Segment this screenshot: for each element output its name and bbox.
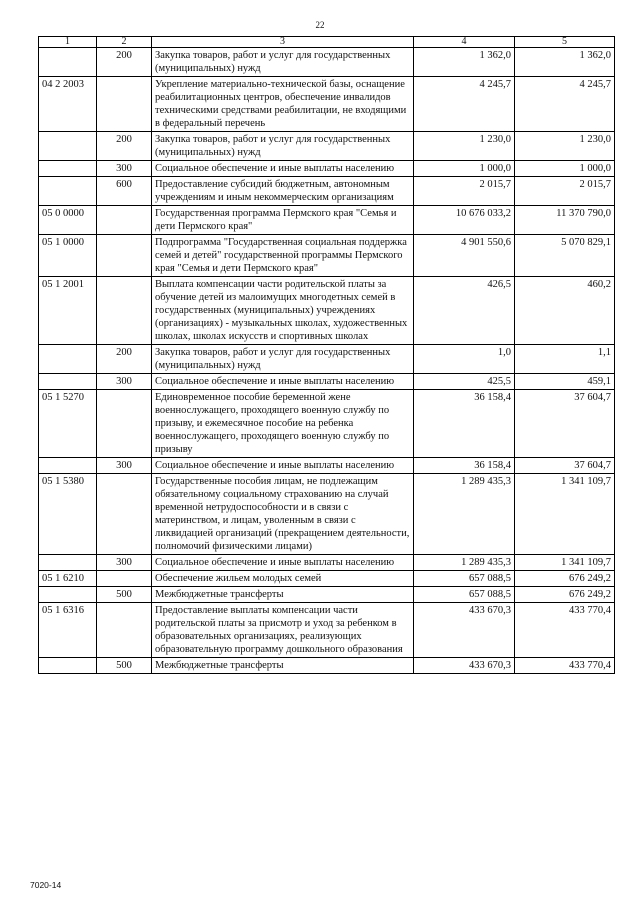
row-name: Социальное обеспечение и иные выплаты населению xyxy=(152,555,414,571)
table-row xyxy=(39,603,615,658)
row-amount-year2: 433 770,4 xyxy=(515,658,615,674)
row-amount-year2: 4 245,7 xyxy=(515,77,615,132)
table-row xyxy=(39,474,615,555)
row-name: Предоставление выплаты компенсации части родительской платы за присмотр и уход за ребенком в образовательных организациях, реализующих образовательную программу дошкольного образования xyxy=(152,603,414,658)
row-amount-year2: 433 770,4 xyxy=(515,603,615,658)
row-amount-year2: 1 341 109,7 xyxy=(515,474,615,555)
row-amount-year2: 1 362,0 xyxy=(515,48,615,77)
table-row xyxy=(39,390,615,458)
table-row xyxy=(39,77,615,132)
row-name: Государственная программа Пермского края "Семья и дети Пермского края" xyxy=(152,206,414,235)
row-name: Предоставление субсидий бюджетным, автономным учреждениям и иным некоммерческим организациям xyxy=(152,177,414,206)
row-amount-year1: 1 289 435,3 xyxy=(414,474,515,555)
row-amount-year2: 37 604,7 xyxy=(515,390,615,458)
table-row xyxy=(39,555,615,571)
row-amount-year2: 676 249,2 xyxy=(515,571,615,587)
row-code: 05 1 6316 xyxy=(39,603,97,658)
row-code xyxy=(39,48,97,77)
row-amount-year1: 426,5 xyxy=(414,277,515,345)
table-row xyxy=(39,374,615,390)
row-code xyxy=(39,658,97,674)
table-row xyxy=(39,206,615,235)
table-row xyxy=(39,48,615,77)
row-code: 04 2 2003 xyxy=(39,77,97,132)
page-number: 22 xyxy=(315,20,325,30)
row-amount-year2: 676 249,2 xyxy=(515,587,615,603)
row-expense-type xyxy=(97,603,152,658)
row-amount-year2: 1 341 109,7 xyxy=(515,555,615,571)
row-amount-year2: 1 230,0 xyxy=(515,132,615,161)
row-code: 05 1 5270 xyxy=(39,390,97,458)
row-code: 05 1 6210 xyxy=(39,571,97,587)
row-expense-type: 500 xyxy=(97,658,152,674)
row-amount-year1: 1 362,0 xyxy=(414,48,515,77)
row-amount-year1: 433 670,3 xyxy=(414,658,515,674)
table-row xyxy=(39,277,615,345)
row-amount-year1: 1,0 xyxy=(414,345,515,374)
row-name: Межбюджетные трансферты xyxy=(152,658,414,674)
row-code xyxy=(39,555,97,571)
row-name: Обеспечение жильем молодых семей xyxy=(152,571,414,587)
header-col-3: 3 xyxy=(152,37,414,48)
row-amount-year1: 425,5 xyxy=(414,374,515,390)
row-code: 05 1 2001 xyxy=(39,277,97,345)
table-row xyxy=(39,177,615,206)
row-name: Закупка товаров, работ и услуг для государственных (муниципальных) нужд xyxy=(152,345,414,374)
row-expense-type xyxy=(97,390,152,458)
budget-table xyxy=(38,36,615,674)
row-amount-year2: 1,1 xyxy=(515,345,615,374)
row-code xyxy=(39,177,97,206)
row-code xyxy=(39,345,97,374)
row-amount-year1: 1 289 435,3 xyxy=(414,555,515,571)
row-expense-type: 300 xyxy=(97,555,152,571)
row-amount-year1: 657 088,5 xyxy=(414,587,515,603)
row-amount-year2: 37 604,7 xyxy=(515,458,615,474)
row-code: 05 1 5380 xyxy=(39,474,97,555)
row-name: Закупка товаров, работ и услуг для государственных (муниципальных) нужд xyxy=(152,48,414,77)
header-col-1: 1 xyxy=(39,37,97,48)
row-name: Закупка товаров, работ и услуг для государственных (муниципальных) нужд xyxy=(152,132,414,161)
table-row xyxy=(39,345,615,374)
row-expense-type xyxy=(97,474,152,555)
row-expense-type: 300 xyxy=(97,458,152,474)
row-name: Укрепление материально-технической базы, оснащение реабилитационных центров, обеспечение инвалидов техническими средствами реабилитации, не входящими в федеральный перечень xyxy=(152,77,414,132)
row-name: Социальное обеспечение и иные выплаты населению xyxy=(152,161,414,177)
row-amount-year2: 460,2 xyxy=(515,277,615,345)
row-expense-type: 600 xyxy=(97,177,152,206)
row-code xyxy=(39,587,97,603)
row-name: Подпрограмма "Государственная социальная поддержка семей и детей" государственной программы Пермского края "Семья и дети Пермского края" xyxy=(152,235,414,277)
row-code: 05 0 0000 xyxy=(39,206,97,235)
table-row xyxy=(39,587,615,603)
table-row xyxy=(39,658,615,674)
table-row xyxy=(39,235,615,277)
row-amount-year1: 10 676 033,2 xyxy=(414,206,515,235)
header-col-2: 2 xyxy=(97,37,152,48)
row-amount-year1: 4 245,7 xyxy=(414,77,515,132)
row-amount-year2: 11 370 790,0 xyxy=(515,206,615,235)
row-expense-type: 300 xyxy=(97,374,152,390)
row-amount-year1: 36 158,4 xyxy=(414,390,515,458)
row-amount-year2: 2 015,7 xyxy=(515,177,615,206)
row-name: Социальное обеспечение и иные выплаты населению xyxy=(152,374,414,390)
row-amount-year1: 4 901 550,6 xyxy=(414,235,515,277)
row-amount-year1: 657 088,5 xyxy=(414,571,515,587)
row-expense-type: 200 xyxy=(97,132,152,161)
row-code xyxy=(39,458,97,474)
row-code xyxy=(39,374,97,390)
row-expense-type xyxy=(97,235,152,277)
row-code: 05 1 0000 xyxy=(39,235,97,277)
row-amount-year2: 1 000,0 xyxy=(515,161,615,177)
row-amount-year1: 433 670,3 xyxy=(414,603,515,658)
row-name: Единовременное пособие беременной жене военнослужащего, проходящего военную службу по призыву, и ежемесячное пособие на ребенка военнослужащего, проходящего военную службу по призыву xyxy=(152,390,414,458)
row-expense-type: 200 xyxy=(97,345,152,374)
row-expense-type: 300 xyxy=(97,161,152,177)
row-expense-type xyxy=(97,77,152,132)
table-row xyxy=(39,458,615,474)
table-row xyxy=(39,132,615,161)
footer-code: 7020-14 xyxy=(30,880,62,890)
row-code xyxy=(39,132,97,161)
table-row xyxy=(39,161,615,177)
row-amount-year2: 5 070 829,1 xyxy=(515,235,615,277)
row-name: Социальное обеспечение и иные выплаты населению xyxy=(152,458,414,474)
row-name: Межбюджетные трансферты xyxy=(152,587,414,603)
row-expense-type: 500 xyxy=(97,587,152,603)
row-amount-year1: 1 230,0 xyxy=(414,132,515,161)
row-amount-year2: 459,1 xyxy=(515,374,615,390)
row-code xyxy=(39,161,97,177)
header-col-4: 4 xyxy=(414,37,515,48)
row-expense-type: 200 xyxy=(97,48,152,77)
row-amount-year1: 36 158,4 xyxy=(414,458,515,474)
row-expense-type xyxy=(97,277,152,345)
row-name: Государственные пособия лицам, не подлежащим обязательному социальному страхованию на случай временной нетрудоспособности и в связи с материнством, и лицам, уволенным в связи с ликвидацией организаций (прекращением деятельности, полномочий физическими лицами) xyxy=(152,474,414,555)
row-expense-type xyxy=(97,206,152,235)
table-header-row xyxy=(39,37,615,48)
row-amount-year1: 2 015,7 xyxy=(414,177,515,206)
header-col-5: 5 xyxy=(515,37,615,48)
row-amount-year1: 1 000,0 xyxy=(414,161,515,177)
row-expense-type xyxy=(97,571,152,587)
table-row xyxy=(39,571,615,587)
row-name: Выплата компенсации части родительской платы за обучение детей из малоимущих многодетных семей в государственных (муниципальных) учреждениях (организациях) - музыкальных школах, художественных школах, школах искусств и спортивных школах xyxy=(152,277,414,345)
